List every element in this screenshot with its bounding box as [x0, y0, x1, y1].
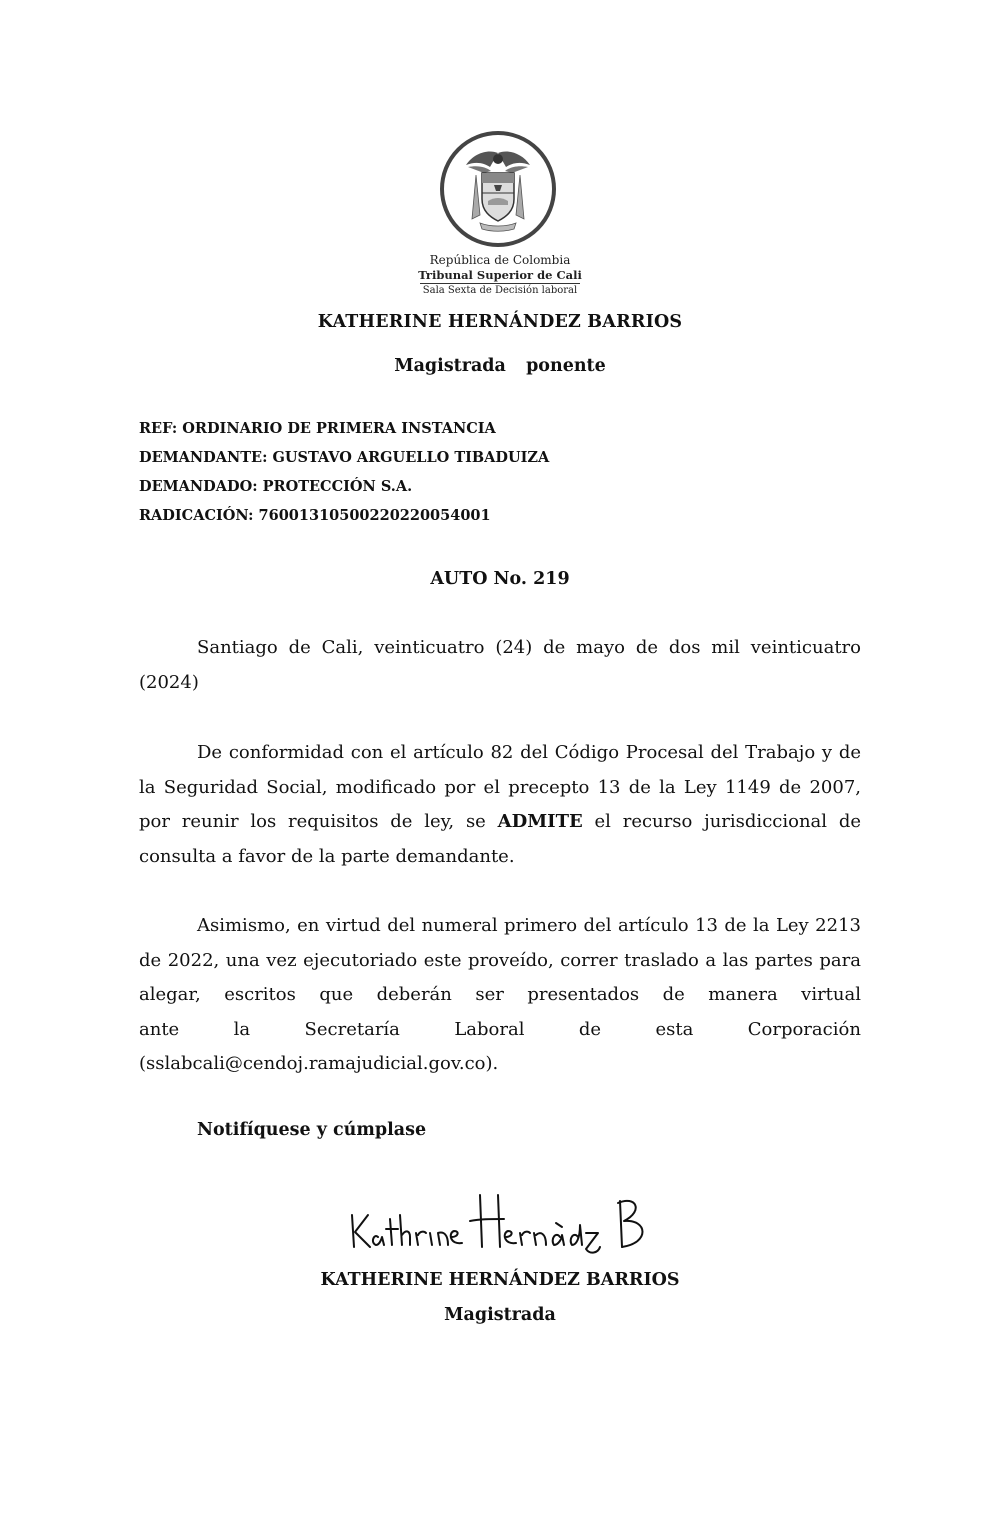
signatory-name: KATHERINE HERNÁNDEZ BARRIOS [320, 1270, 680, 1290]
closing-notice: Notifíquese y cúmplase [197, 1120, 427, 1140]
magistrate-role-heading: Magistrada ponente [394, 356, 606, 376]
reference-plaintiff: DEMANDANTE: GUSTAVO ARGUELLO TIBADUIZA [139, 449, 550, 466]
transfer-word: esta [655, 1018, 694, 1040]
seal-court: Tribunal Superior de Cali [418, 268, 582, 282]
transfer-word: Corporación [747, 1018, 861, 1040]
reference-type: REF: ORDINARIO DE PRIMERA INSTANCIA [139, 420, 496, 437]
handwritten-signature [340, 1185, 660, 1265]
transfer-word: de [578, 1018, 602, 1040]
magistrate-name-heading: KATHERINE HERNÁNDEZ BARRIOS [317, 312, 683, 332]
date-paragraph [139, 631, 861, 700]
signatory-role: Magistrada [444, 1305, 556, 1325]
reference-defendant: DEMANDADO: PROTECCIÓN S.A. [139, 478, 413, 495]
transfer-word: ante [139, 1018, 180, 1040]
admission-text-end: el recurso jurisdiccional de consulta a favor de la parte demandante. [139, 811, 862, 867]
court-seal [440, 131, 556, 247]
transfer-word: Laboral [454, 1018, 525, 1040]
admission-paragraph [139, 736, 861, 874]
transfer-text: Asimismo, en virtud del numeral primero del artículo 13 de la Ley 2213 de 2022, una vez ejecutoriado este proveído, correr traslado a las partes para alegar, escritos que deberán ser presentados de manera virtual [139, 915, 861, 1005]
admission-text-start: De conformidad con el artículo 82 del Código Procesal del Trabajo y de la Seguridad Social, modificado por el precepto 13 de la Ley 1149 de 2007, por reunir los requisitos de ley, se [139, 742, 861, 832]
transfer-justified-line [139, 1013, 861, 1048]
auto-title: AUTO No. 219 [430, 569, 570, 589]
seal-country: República de Colombia [429, 253, 571, 267]
date-year: (2024) [139, 671, 199, 693]
transfer-paragraph [139, 909, 861, 1082]
colombia-coat-of-arms-icon [444, 135, 552, 243]
secretaria-email: (sslabcali@cendoj.ramajudicial.gov.co). [139, 1053, 499, 1074]
transfer-word: Secretaría [304, 1018, 400, 1040]
admite-keyword: ADMITE [497, 811, 583, 832]
reference-filing-number: RADICACIÓN: 76001310500220220054001 [139, 507, 491, 524]
seal-chamber: Sala Sexta de Decisión laboral [422, 285, 578, 296]
date-line: Santiago de Cali, veinticuatro (24) de mayo de dos mil veinticuatro [197, 637, 861, 658]
seal-divider [420, 283, 580, 284]
transfer-word: la [233, 1018, 251, 1040]
